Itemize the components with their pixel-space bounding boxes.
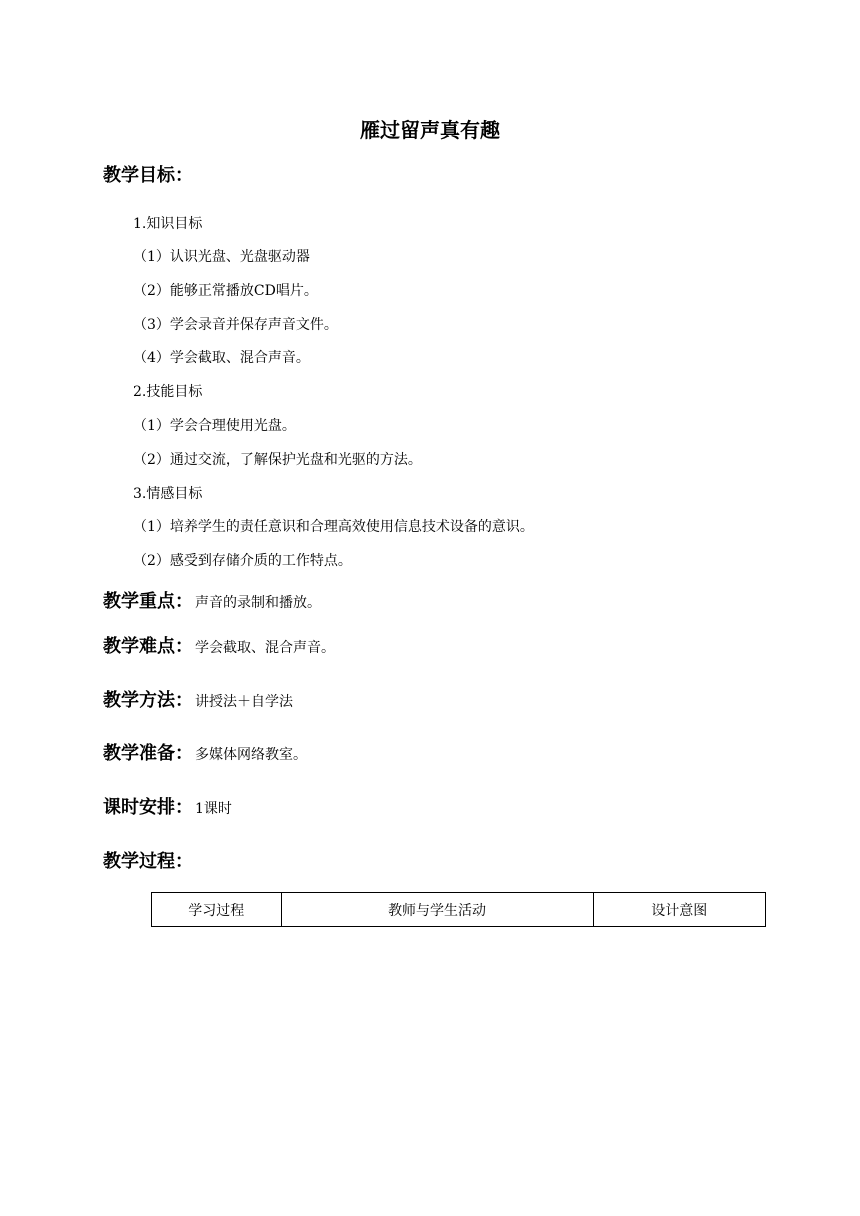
class-schedule <box>103 795 232 822</box>
schedule-heading: 课时安排： <box>103 797 193 818</box>
column-header-learning-process: 学习过程 <box>152 893 282 927</box>
column-header-design-intent: 设计意图 <box>593 893 765 927</box>
document-title: 雁过留声真有趣 <box>360 118 500 142</box>
objective-item: （1）学会合理使用光盘。 <box>133 418 296 434</box>
objective-item: （4）学会截取、混合声音。 <box>133 350 310 366</box>
schedule-value: 1课时 <box>195 801 232 817</box>
teaching-methods <box>103 688 293 715</box>
objective-section-emotion: 3.情感目标 <box>133 486 203 502</box>
difficult-points <box>103 634 335 661</box>
teaching-preparation <box>103 741 307 768</box>
objective-item: （1）认识光盘、光盘驱动器 <box>133 249 310 265</box>
methods-value: 讲授法＋自学法 <box>195 694 293 710</box>
preparation-value: 多媒体网络教室。 <box>195 747 307 763</box>
objective-section-skills: 2.技能目标 <box>133 384 203 400</box>
objective-item: （3）学会录音并保存声音文件。 <box>133 317 338 333</box>
objective-item: （2）通过交流，了解保护光盘和光驱的方法。 <box>133 452 422 468</box>
column-header-activities: 教师与学生活动 <box>281 893 593 927</box>
key-points-value: 声音的录制和播放。 <box>195 595 321 611</box>
table-header-row <box>152 893 766 927</box>
methods-heading: 教学方法： <box>103 690 193 711</box>
objectives-heading: 教学目标： <box>103 165 193 186</box>
difficult-points-value: 学会截取、混合声音。 <box>195 640 335 656</box>
process-heading: 教学过程： <box>103 851 193 872</box>
objective-item: （1）培养学生的责任意识和合理高效使用信息技术设备的意识。 <box>133 519 534 535</box>
key-points <box>103 589 321 616</box>
difficult-points-heading: 教学难点： <box>103 636 193 657</box>
preparation-heading: 教学准备： <box>103 743 193 764</box>
objective-section-knowledge: 1.知识目标 <box>133 216 203 232</box>
objective-item: （2）能够正常播放CD唱片。 <box>133 283 318 299</box>
objective-item: （2）感受到存储介质的工作特点。 <box>133 553 352 569</box>
process-table <box>151 892 766 927</box>
key-points-heading: 教学重点： <box>103 591 193 612</box>
